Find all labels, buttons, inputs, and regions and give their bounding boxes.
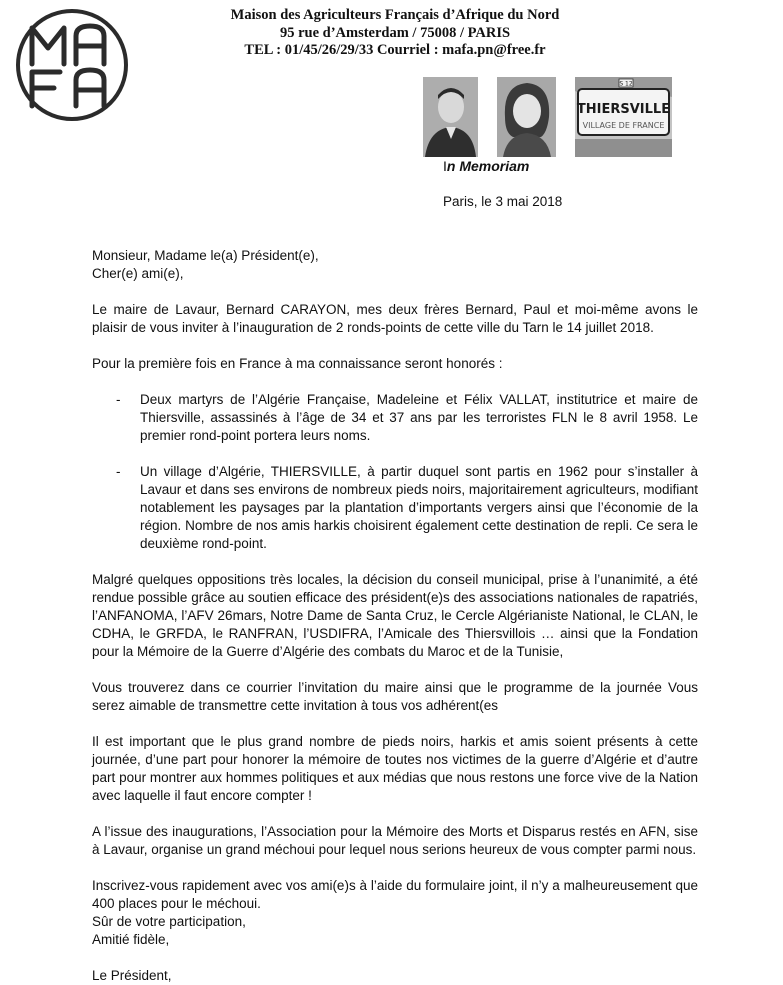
salutation-line: Cher(e) ami(e), bbox=[92, 266, 184, 281]
paragraph: Il est important que le plus grand nombre de pieds noirs, harkis et amis soient présents à cette journée, d’une part pour honorer la mémoire de toutes nos victimes de la guerre d’Algérie et d’autre part pour montrer aux hommes politiques et aux médias que nous restons une force vive de la Nation avec laquelle il faut encore compter ! bbox=[92, 734, 698, 803]
svg-text:THIERSVILLE: THIERSVILLE bbox=[576, 102, 671, 117]
organization-contact: TEL : 01/45/26/29/33 Courriel : mafa.pn@free.fr bbox=[244, 42, 546, 58]
list-item bbox=[92, 391, 698, 445]
paragraph: Inscrivez-vous rapidement avec vos ami(e)s à l’aide du formulaire joint, il n’y a malheureusement que 400 places pour le méchoui. bbox=[92, 878, 698, 911]
list-item bbox=[92, 463, 698, 553]
memoriam-initial: I bbox=[443, 158, 447, 174]
signature: Le Président, bbox=[92, 968, 172, 983]
paragraph: A l’issue des inaugurations, l’Association pour la Mémoire des Morts et Disparus restés en AFN, sise à Lavaur, organise un grand méchoui pour lequel nous serions heureux de vous compter parmi nous. bbox=[92, 824, 698, 857]
portrait-woman-photo bbox=[497, 77, 556, 157]
bullet-dash: - bbox=[116, 392, 121, 407]
closing-line: Amitié fidèle, bbox=[92, 932, 170, 947]
honorees-list bbox=[92, 391, 698, 553]
organization-name: Maison des Agriculteurs Français d’Afrique du Nord bbox=[230, 7, 560, 23]
list-item-text: Deux martyrs de l’Algérie Française, Madeleine et Félix VALLAT, institutrice et maire de Thiersville, assassinés à l’âge de 34 et 37 ans par les terroristes FLN le 8 avril 1958. Le premier rond-point portera leurs noms. bbox=[140, 392, 698, 443]
closing-line: Sûr de votre participation, bbox=[92, 914, 246, 929]
letter-body bbox=[92, 247, 698, 985]
organization-address: 95 rue d’Amsterdam / 75008 / PARIS bbox=[279, 24, 511, 41]
thiersville-road-sign-photo bbox=[575, 77, 672, 157]
organization-header bbox=[170, 7, 620, 60]
svg-text:S 12: S 12 bbox=[619, 80, 633, 88]
letter-date: Paris, le 3 mai 2018 bbox=[443, 194, 563, 209]
mafa-logo bbox=[10, 6, 135, 124]
svg-text:VILLAGE DE FRANCE: VILLAGE DE FRANCE bbox=[582, 121, 665, 130]
memoriam-text: n Memoriam bbox=[446, 158, 530, 174]
salutation-line: Monsieur, Madame le(a) Président(e), bbox=[92, 248, 319, 263]
list-item-text: Un village d’Algérie, THIERSVILLE, à partir duquel sont partis en 1962 pour s’installer à Lavaur et dans ses environs de nombreux pieds noirs, majoritairement agriculteurs, modifiant notablement les paysages par la plantation d’importants vergers ainsi que l’économie de la région. Nombre de nos amis harkis choisirent également cette destination de repli. Ce sera le deuxième rond-point. bbox=[140, 464, 698, 551]
paragraph: Pour la première fois en France à ma connaissance seront honorés : bbox=[92, 356, 503, 371]
paragraph: Le maire de Lavaur, Bernard CARAYON, mes deux frères Bernard, Paul et moi-même avons le plaisir de vous inviter à l’inauguration de 2 ronds-points de cette ville du Tarn le 14 juillet 2018. bbox=[92, 302, 698, 335]
portrait-man-photo bbox=[423, 77, 478, 157]
paragraph: Vous trouverez dans ce courrier l’invitation du maire ainsi que le programme de la journée Vous serez aimable de transmettre cette invitation à tous vos adhérent(es bbox=[92, 680, 698, 713]
bullet-dash: - bbox=[116, 464, 121, 479]
in-memoriam-caption bbox=[443, 158, 529, 174]
paragraph: Malgré quelques oppositions très locales, la décision du conseil municipal, prise à l’unanimité, a été rendue possible grâce au soutien efficace des président(e)s des associations nationales de rapatriés, l’ANFANOMA, l’AFV 26mars, Notre Dame de Santa Cruz, le Cercle Algérianiste National, le CLAN, le CDHA, le GRFDA, le RANFRAN, l’USDIFRA, l’Amicale des Thiersvillois … ainsi que la Fondation pour la Mémoire de la Guerre d’Algérie des combats du Maroc et de la Tunisie, bbox=[92, 572, 698, 659]
